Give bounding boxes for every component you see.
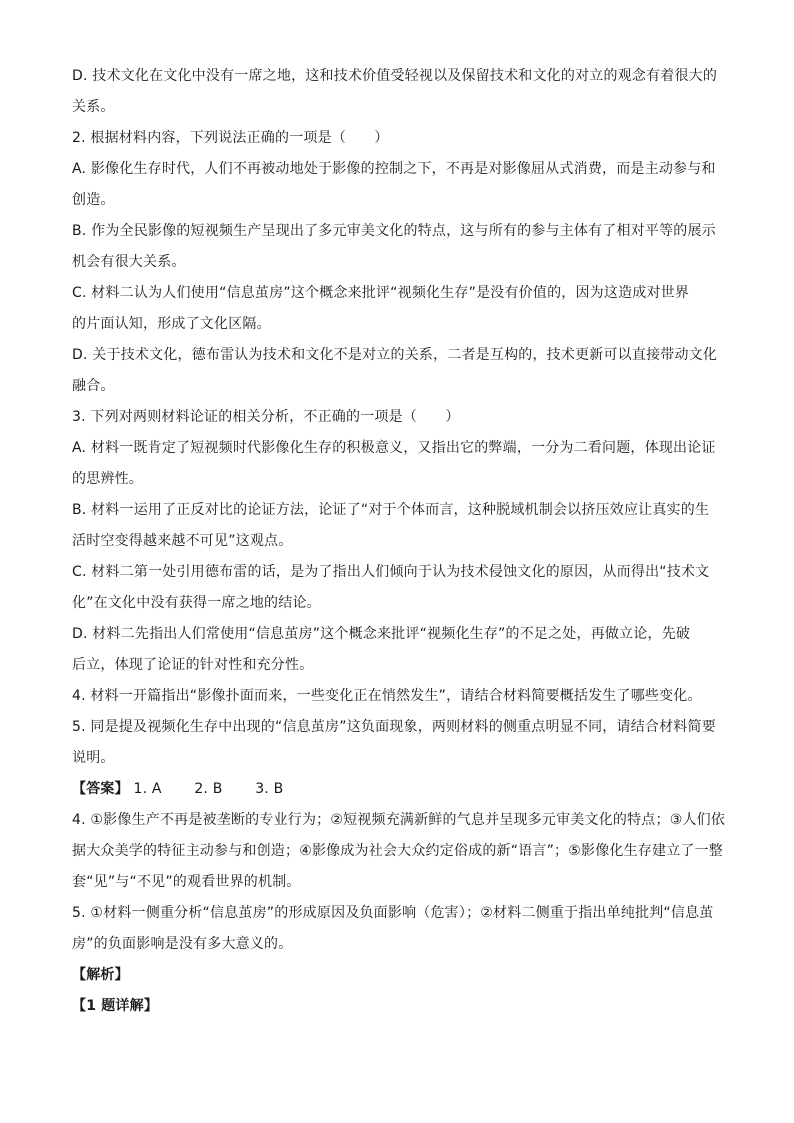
question-5-stem: 5. 同是提及视频化生存中出现的“信息茧房”这负面现象，两则材料的侧重点明显不同，请结合材料简要 <box>72 719 716 735</box>
text-line: 说明。 <box>72 750 115 766</box>
answer-2: 2. B <box>194 781 223 797</box>
text-line: 融合。 <box>72 378 115 394</box>
text-line: 套“见”与“不见”的观看世界的机制。 <box>72 874 301 890</box>
analysis-tag: 【解析】 <box>72 967 129 983</box>
answer-tag: 【答案】 <box>72 781 129 797</box>
question-2-stem: 2. 根据材料内容，下列说法正确的一项是（ ） <box>72 130 389 146</box>
text-line: 的片面认知，形成了文化区隔。 <box>72 316 271 332</box>
answer-1: 1. A <box>133 781 162 797</box>
answer-4-text: 4. ①影像生产不再是被垄断的专业行为；②短视频充满新鲜的气息并呈现多元审美文化的特点；③人们依 <box>72 812 726 828</box>
text-line: 关系。 <box>72 99 115 115</box>
detail-tag: 【1 题详解】 <box>72 998 159 1014</box>
option-3c: C. 材料二第一处引用德布雷的话，是为了指出人们倾向于认为技术侵蚀文化的原因，从而得出“技术文 <box>72 564 710 580</box>
text-line: 后立，体现了论证的针对性和充分性。 <box>72 657 314 673</box>
text-line: 机会有很大关系。 <box>72 254 186 270</box>
question-3-stem: 3. 下列对两则材料论证的相关分析，不正确的一项是（ ） <box>72 409 460 425</box>
option-3a: A. 材料一既肯定了短视频时代影像化生存的积极意义，又指出它的弊端，一分为二看问题，体现出论证 <box>72 440 716 456</box>
text-line: 活时空变得越来越不可见”这观点。 <box>72 533 293 549</box>
option-2a: A. 影像化生存时代，人们不再被动地处于影像的控制之下，不再是对影像屈从式消费，而是主动参与和 <box>72 161 716 177</box>
answer-line <box>72 779 722 799</box>
answer-5-text: 5. ①材料一侧重分析“信息茧房”的形成原因及负面影响（危害）；②材料二侧重于指出单纯批判“信息茧 <box>72 905 714 921</box>
answer-3: 3. B <box>255 781 284 797</box>
option-2d: D. 关于技术文化，德布雷认为技术和文化不是对立的关系，二者是互构的，技术更新可以直接带动文化 <box>72 347 718 363</box>
option-2b: B. 作为全民影像的短视频生产呈现出了多元审美文化的特点，这与所有的参与主体有了相对平等的展示 <box>72 223 716 239</box>
option-3b: B. 材料一运用了正反对比的论证方法，论证了“对于个体而言，这种脱域机制会以挤压效应让真实的生 <box>72 502 710 518</box>
question-4-stem: 4. 材料一开篇指出“影像扑面而来，一些变化正在悄然发生”，请结合材料简要概括发生了哪些变化。 <box>72 688 702 704</box>
option-2c: C. 材料二认为人们使用“信息茧房”这个概念来批评“视频化生存”是没有价值的，因为这造成对世界 <box>72 285 690 301</box>
text-line: 房”的负面影响是没有多大意义的。 <box>72 936 293 952</box>
text-line: 据大众美学的特征主动参与和创造；④影像成为社会大众约定俗成的新“语言”；⑤影像化生存建立了一整 <box>72 843 724 859</box>
text-line: 的思辨性。 <box>72 471 143 487</box>
text-line: 化”在文化中没有获得一席之地的结论。 <box>72 595 321 611</box>
text-line: 创造。 <box>72 192 115 208</box>
text-line: D. 技术文化在文化中没有一席之地，这和技术价值受轻视以及保留技术和文化的对立的观念有着很大的 <box>72 68 718 84</box>
option-3d: D. 材料二先指出人们常使用“信息茧房”这个概念来批评“视频化生存”的不足之处，再做立论，先破 <box>72 626 691 642</box>
